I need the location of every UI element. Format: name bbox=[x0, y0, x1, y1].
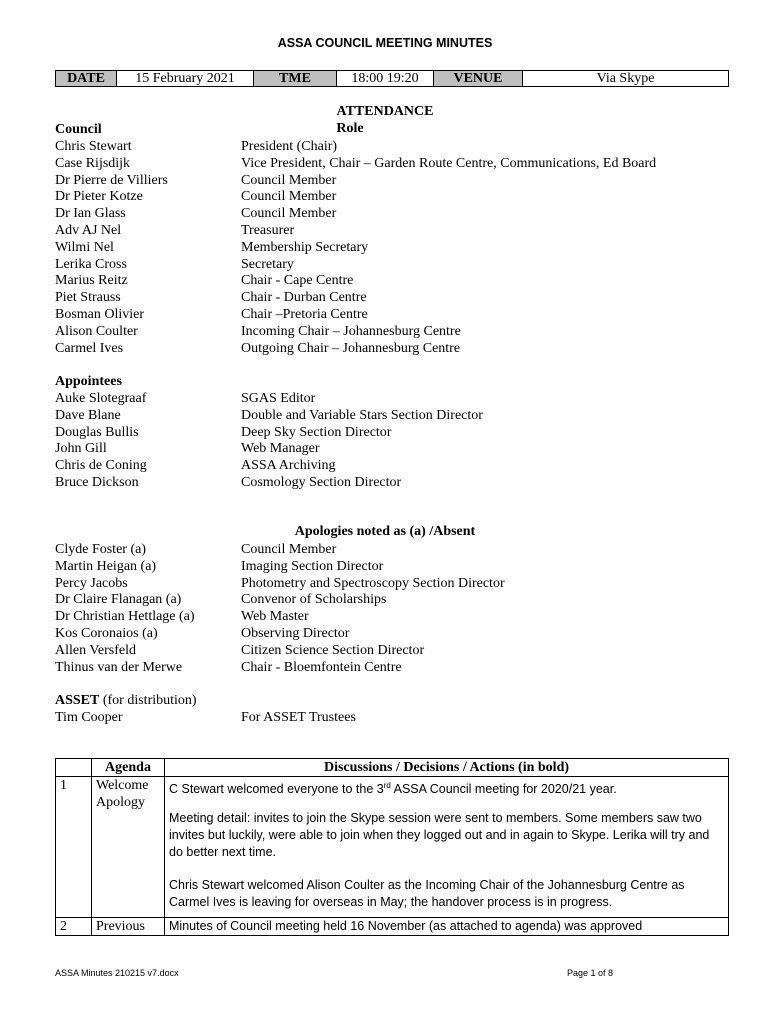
attendee-name: Chris de Coning bbox=[55, 458, 147, 474]
attendee-role: ASSA Archiving bbox=[241, 458, 336, 474]
attendee-name: Auke Slotegraaf bbox=[55, 391, 147, 406]
attendee-name: Clyde Foster (a) bbox=[55, 542, 146, 557]
agenda-header-row bbox=[56, 759, 729, 777]
attendee-name: Marius Reitz bbox=[55, 273, 128, 289]
attendee-role: Council Member bbox=[241, 172, 337, 188]
attendee-name: Lerika Cross bbox=[55, 256, 127, 272]
attendee-name: Douglas Bullis bbox=[55, 424, 139, 440]
attendee-role: Treasurer bbox=[241, 223, 295, 238]
time-value: 18:00 19:20 bbox=[337, 71, 434, 87]
attendee-role: Web Manager bbox=[241, 441, 320, 457]
attendee-role: Chair - Cape Centre bbox=[241, 273, 354, 289]
attendance-heading: ATTENDANCE bbox=[336, 104, 434, 119]
attendee-name: Alison Coulter bbox=[55, 323, 138, 339]
footer-filename: ASSA Minutes 210215 v7.docx bbox=[55, 968, 179, 978]
attendee-role: Chair - Durban Centre bbox=[241, 290, 367, 306]
date-value: 15 February 2021 bbox=[117, 71, 254, 87]
agenda-item-number: 1 bbox=[56, 777, 92, 918]
venue-label: VENUE bbox=[434, 71, 523, 87]
attendee-role: Observing Director bbox=[241, 626, 350, 641]
document-title: ASSA COUNCIL MEETING MINUTES bbox=[277, 36, 493, 50]
attendee-role: Council Member bbox=[241, 189, 337, 205]
attendee-role: Citizen Science Section Director bbox=[241, 642, 425, 658]
attendee-role: Photometry and Spectroscopy Section Director bbox=[241, 575, 505, 591]
attendee-name: Kos Coronaios (a) bbox=[55, 626, 158, 641]
venue-value: Via Skype bbox=[523, 71, 729, 87]
appointees-label: Appointees bbox=[55, 374, 122, 389]
attendee-name: Thinus van der Merwe bbox=[55, 659, 183, 675]
attendee-role: Deep Sky Section Director bbox=[241, 424, 392, 440]
time-label: TME bbox=[254, 71, 337, 87]
attendee-name: Percy Jacobs bbox=[55, 575, 128, 591]
agenda-item-row bbox=[56, 777, 729, 918]
asset-role: For ASSET Trustees bbox=[241, 710, 356, 725]
agenda-item-title-line: Apology bbox=[96, 795, 145, 810]
attendee-role: Secretary bbox=[241, 256, 294, 272]
footer-page-number: Page 1 of 8 bbox=[567, 968, 614, 978]
page-footer bbox=[55, 968, 729, 978]
apologies-heading: Apologies noted as (a) /Absent bbox=[294, 524, 476, 539]
attendee-role: President (Chair) bbox=[241, 139, 338, 154]
asset-name: Tim Cooper bbox=[55, 710, 123, 725]
attendee-role: SGAS Editor bbox=[241, 391, 316, 406]
discussion-paragraph: C Stewart welcomed everyone to the 3rd ASSA Council meeting for 2020/21 year. bbox=[169, 781, 617, 797]
attendee-role: Vice President, Chair – Garden Route Centre, Communications, Ed Board bbox=[241, 155, 657, 171]
attendee-name: Bruce Dickson bbox=[55, 475, 139, 490]
discussion-paragraph: Chris Stewart welcomed Alison Coulter as the Incoming Chair of the Johannesburg Centre as Carmel Ives is leaving for overseas in May; the handover process is in progress. bbox=[169, 878, 685, 910]
attendee-role: Incoming Chair – Johannesburg Centre bbox=[241, 323, 461, 339]
discussion-paragraph: Meeting detail: invites to join the Skype session were sent to members. Some members saw two invites but luckily, were able to join when they logged out and in again to Skype. Lerika will try and do better next time. bbox=[169, 811, 710, 860]
attendee-name: Bosman Olivier bbox=[55, 307, 145, 322]
agenda-item-row bbox=[56, 918, 729, 936]
attendee-name: Dr Claire Flanagan (a) bbox=[55, 592, 182, 608]
agenda-item-discussion bbox=[165, 777, 729, 918]
discussion-col-header: Discussions / Decisions / Actions (in bold) bbox=[165, 759, 729, 777]
meeting-header-table bbox=[55, 70, 729, 87]
attendee-role: Chair - Bloemfontein Centre bbox=[241, 659, 402, 675]
council-label: Council bbox=[55, 122, 102, 137]
agenda-col-header: Agenda bbox=[92, 759, 165, 777]
attendee-role: Double and Variable Stars Section Director bbox=[241, 407, 483, 423]
agenda-item-title bbox=[92, 777, 165, 918]
attendee-role: Cosmology Section Director bbox=[241, 475, 402, 490]
attendee-role: Council Member bbox=[241, 542, 337, 557]
attendee-role: Outgoing Chair – Johannesburg Centre bbox=[241, 340, 461, 356]
attendee-role: Membership Secretary bbox=[241, 239, 369, 255]
attendee-name: Wilmi Nel bbox=[55, 239, 114, 255]
attendee-name: Dr Ian Glass bbox=[55, 206, 126, 222]
attendee-name: Piet Strauss bbox=[55, 290, 121, 306]
agenda-item-title: Previous bbox=[92, 918, 165, 936]
date-label: DATE bbox=[56, 71, 117, 87]
attendee-name: Martin Heigan (a) bbox=[55, 558, 157, 574]
asset-note: (for distribution) bbox=[99, 693, 197, 708]
attendee-role: Chair –Pretoria Centre bbox=[241, 307, 368, 322]
attendee-name: Carmel Ives bbox=[55, 340, 124, 356]
asset-label: ASSET bbox=[55, 693, 100, 708]
attendee-name: John Gill bbox=[55, 441, 107, 457]
attendee-name: Dave Blane bbox=[55, 407, 121, 423]
attendee-name: Dr Christian Hettlage (a) bbox=[55, 609, 195, 625]
attendee-role: Council Member bbox=[241, 206, 337, 222]
attendee-role: Web Master bbox=[241, 609, 309, 625]
attendee-role: Convenor of Scholarships bbox=[241, 592, 387, 608]
attendee-name: Chris Stewart bbox=[55, 139, 132, 154]
agenda-item-discussion: Minutes of Council meeting held 16 November (as attached to agenda) was approved bbox=[165, 918, 729, 936]
attendee-name: Dr Pieter Kotze bbox=[55, 189, 143, 205]
role-label: Role bbox=[336, 121, 364, 136]
attendee-role: Imaging Section Director bbox=[241, 558, 384, 574]
attendee-name: Allen Versfeld bbox=[55, 642, 136, 658]
attendee-name: Adv AJ Nel bbox=[55, 223, 122, 238]
agenda-table bbox=[55, 758, 729, 936]
attendee-name: Case Rijsdijk bbox=[55, 155, 131, 171]
agenda-item-number: 2 bbox=[56, 918, 92, 936]
agenda-item-title-line: Welcome bbox=[96, 778, 149, 793]
attendee-name: Dr Pierre de Villiers bbox=[55, 172, 168, 188]
